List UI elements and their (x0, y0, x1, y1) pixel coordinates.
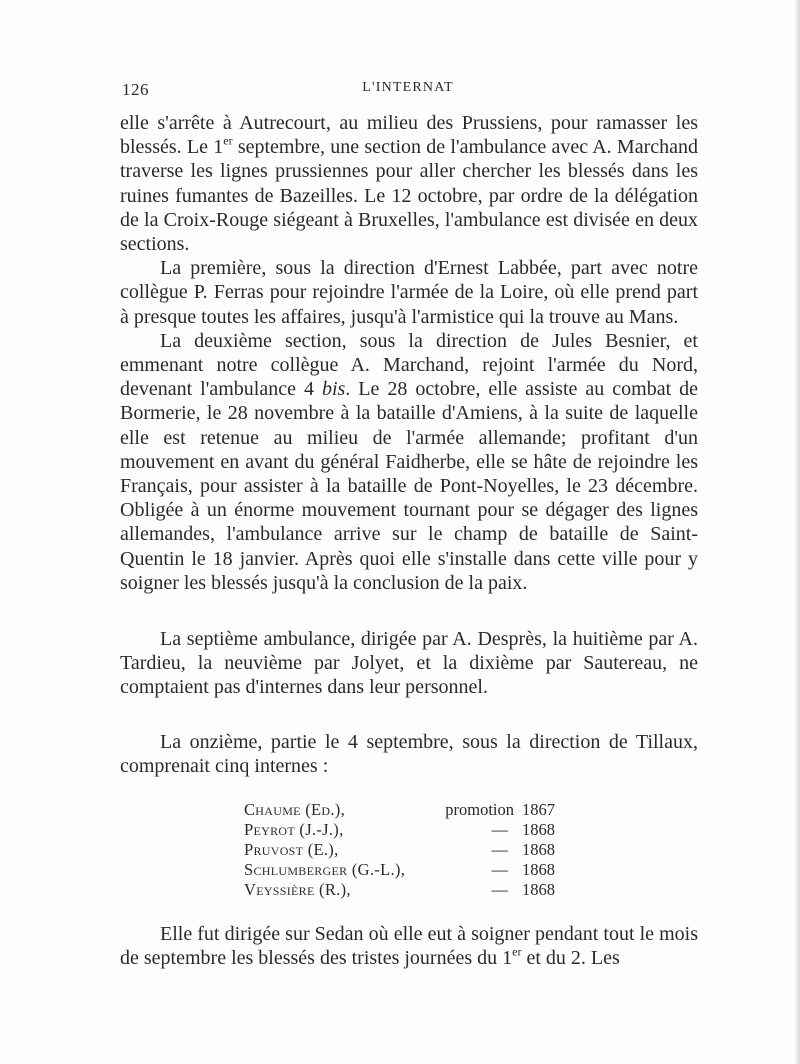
text-segment: La septième ambulance, dirigée par A. Desprès, la huitième par A. Tardieu, la neuvième par Jolyet, et la dixième par Sautereau, ne comptaient pas d'internes dans leur personnel. (120, 628, 698, 699)
paragraph (120, 922, 698, 970)
promotion-year: 1868 (522, 860, 555, 880)
superscript: er (223, 133, 233, 148)
paragraph (120, 627, 698, 700)
promotion-label: — (491, 860, 508, 880)
roster-row (244, 800, 574, 820)
intern-name: Chaume (Ed.), (244, 800, 346, 820)
promotion-year: 1868 (522, 820, 555, 840)
text-segment: Elle fut dirigée sur Sedan où elle eut à soigner pendant tout le mois de septembre les blessés des tristes journées du 1 (120, 923, 698, 970)
intern-name: Pruvost (E.), (244, 840, 339, 860)
promotion-label: promotion (445, 800, 514, 820)
superscript: er (512, 944, 522, 959)
intern-name: Veyssière (R.), (244, 880, 351, 900)
roster-row (244, 880, 574, 900)
promotion-label: — (491, 820, 508, 840)
intern-name: Schlumberger (G.-L.), (244, 860, 406, 880)
interns-roster (244, 800, 574, 900)
page-header (120, 80, 696, 104)
text-segment: septembre, une section de l'ambulance avec A. Marchand traverse les lignes prussiennes pour aller chercher les blessés dans les ruines fumantes de Bazeilles. Le 12 octobre, par ordre de la délégation de la Croix-Rouge siégeant à Bruxelles, l'ambulance est divisée en deux sections. (120, 136, 698, 256)
promotion-label: — (491, 840, 508, 860)
paragraph (120, 111, 698, 256)
text-segment: . Le 28 octobre, elle assiste au combat de Bormerie, le 28 novembre à la bataille d'Amiens, à la suite de laquelle elle est retenue au milieu de l'armée allemande; profitant d'un mouvement en avant du général Faidherbe, elle se hâte de rejoindre les Français, pour assister à la bataille de Pont-Noyelles, le 23 décembre. Obligée à un énorme mouvement tournant pour se dégager des lignes allemandes, l'ambulance arrive sur le champ de bataille de Saint-Quentin le 18 janvier. Après quoi elle s'installe dans cette ville pour y soigner les blessés jusqu'à la conclusion de la paix. (120, 378, 698, 594)
paragraph (120, 256, 698, 329)
italic-text: bis (321, 378, 346, 401)
running-title: L'INTERNAT (362, 80, 454, 95)
promotion-label: — (491, 880, 508, 900)
promotion-year: 1867 (522, 800, 555, 820)
paragraph (120, 730, 698, 778)
text-segment: La deuxième section, sous la direction de Jules Besnier, et emmenant notre collègue A. Marchand, rejoint l'armée du Nord, devenant l'ambulance 4 (120, 329, 698, 401)
roster-row (244, 860, 574, 880)
paragraph (120, 329, 698, 595)
page-edge-shadow (794, 0, 800, 1064)
text-segment: La première, sous la direction d'Ernest Labbée, part avec notre collègue P. Ferras pour rejoindre l'armée de la Loire, où elle prend part à presque toutes les affaires, jusqu'à l'armistice qui la trouve au Mans. (120, 257, 698, 328)
text-segment: La onzième, partie le 4 septembre, sous la direction de Tillaux, comprenait cinq internes : (120, 730, 698, 777)
intern-name: Peyrot (J.-J.), (244, 820, 344, 840)
roster-row (244, 820, 574, 840)
promotion-year: 1868 (522, 880, 555, 900)
page-number: 126 (122, 80, 149, 99)
text-segment: elle s'arrête à Autrecourt, au milieu des Prussiens, pour ramasser les blessés. Le 1 (120, 112, 698, 159)
promotion-year: 1868 (522, 840, 555, 860)
text-segment: et du 2. Les (521, 947, 620, 970)
body-text (120, 111, 698, 970)
roster-row (244, 840, 574, 860)
